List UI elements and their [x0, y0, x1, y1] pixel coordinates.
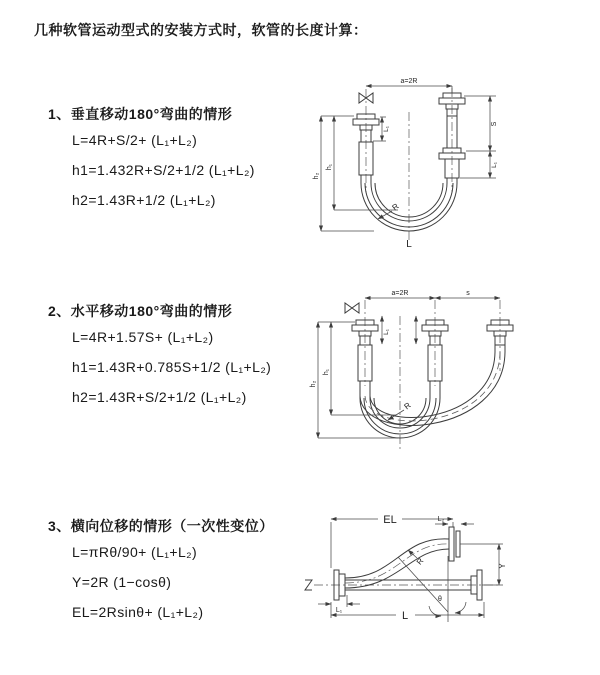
dim-label-h2: h₂ — [313, 172, 320, 180]
dim-label-radius: R — [414, 556, 426, 567]
diagram-vertical-180-bend — [312, 70, 525, 260]
dim-label-shift: s — [466, 290, 470, 297]
dim-label-l1: L₁ — [335, 607, 343, 614]
dim-label-h2: h₂ — [310, 380, 317, 388]
dim-label-span: a=2R — [391, 290, 409, 297]
section-1-formula-h2: h2=1.43R+1/2 (L₁+L₂) — [72, 192, 216, 208]
dim-label-l1-left: L₁ — [383, 126, 390, 132]
section-3-formula-Y: Y=2R (1−cosθ) — [72, 574, 172, 590]
hose-u-bend — [361, 183, 457, 231]
diagram-horizontal-180-bend — [308, 286, 525, 458]
dimensions — [313, 78, 498, 250]
section-3-heading: 3、横向位移的情形（一次性变位） — [48, 518, 274, 534]
angle-construction — [398, 556, 466, 622]
dim-label-length: L — [406, 239, 412, 250]
dimensions — [318, 514, 507, 622]
dimensions — [310, 290, 500, 438]
section-2-formula-L: L=4R+1.57S+ (L₁+L₂) — [72, 329, 214, 345]
section-1-formula-h1: h1=1.432R+S/2+1/2 (L₁+L₂) — [72, 162, 255, 178]
dim-label-h1: h₁ — [326, 163, 333, 171]
section-2-formula-h2: h2=1.43R+S/2+1/2 (L₁+L₂) — [72, 389, 247, 405]
centerlines — [365, 300, 500, 452]
dim-label-y: Y — [498, 563, 507, 569]
dim-label-h1: h₁ — [323, 368, 330, 376]
dim-label-l1-right: L₁ — [491, 162, 498, 168]
dim-label-span: a=2R — [400, 78, 418, 85]
diagram-lateral-displacement — [298, 500, 595, 658]
page-title: 几种软管运动型式的安装方式时，软管的长度计算： — [34, 22, 368, 38]
s-curve-hose — [345, 527, 460, 588]
section-3-formula-EL: EL=2Rsinθ+ (L₁+L₂) — [72, 604, 204, 620]
valve-icon — [345, 303, 359, 313]
centerline-break-mark — [305, 580, 312, 590]
section-1-formula-L: L=4R+S/2+ (L₁+L₂) — [72, 132, 198, 148]
dim-label-el: EL — [383, 514, 397, 526]
dim-label-s: S — [491, 121, 498, 127]
dim-label-theta: θ — [438, 596, 442, 603]
dim-label-length: L — [401, 610, 409, 622]
dim-label-l1: L₁ — [383, 329, 390, 335]
dim-label-l2: L₂ — [437, 516, 445, 523]
section-2-formula-h1: h1=1.43R+0.785S+1/2 (L₁+L₂) — [72, 359, 272, 375]
dim-label-radius: R — [402, 400, 413, 412]
section-2-heading: 2、水平移动180°弯曲的情形 — [48, 303, 233, 319]
section-3-formula-L: L=πRθ/90+ (L₁+L₂) — [72, 544, 198, 560]
section-1-heading: 1、垂直移动180°弯曲的情形 — [48, 106, 233, 122]
dim-label-radius: R — [390, 201, 401, 213]
